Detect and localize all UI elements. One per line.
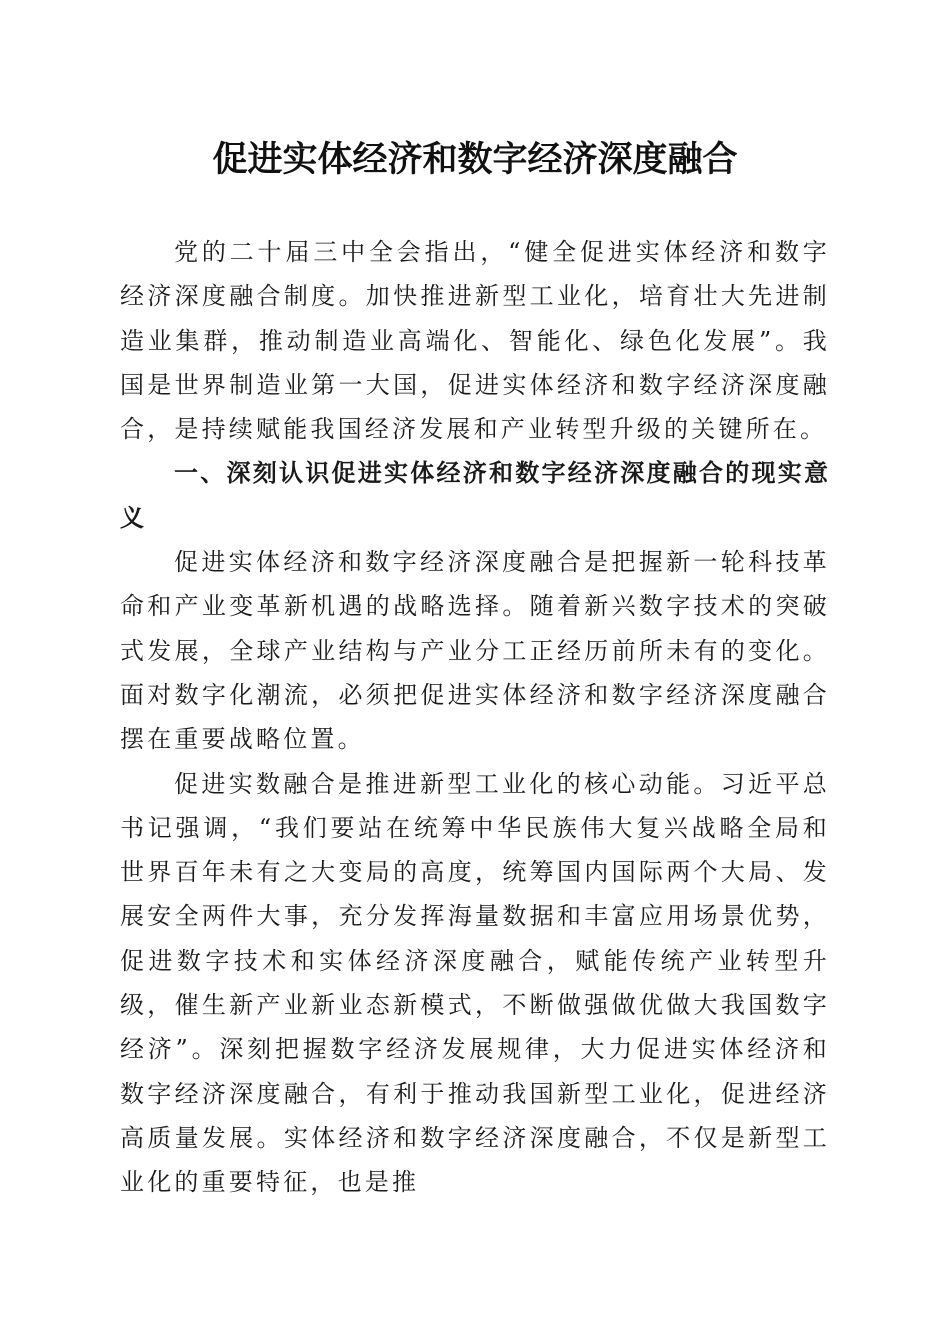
section-heading: 一、深刻认识促进实体经济和数字经济深度融合的现实意义 xyxy=(120,459,830,532)
intro-paragraph: 党的二十届三中全会指出，“健全促进实体经济和数字经济深度融合制度。加快推进新型工业化，培育壮大先进制造业集群，推动制造业高端化、智能化、绿色化发展”。我国是世界制造业第一大国，促进实体经济和数字经济深度融合，是持续赋能我国经济发展和产业转型升级的关键所在。 xyxy=(120,238,830,444)
document-body xyxy=(120,230,830,1205)
body-paragraph: 促进实体经济和数字经济深度融合是把握新一轮科技革命和产业变革新机遇的战略选择。随着新兴数字技术的突破式发展，全球产业结构与产业分工正经历前所未有的变化。面对数字化潮流，必须把促进实体经济和数字经济深度融合摆在重要战略位置。 xyxy=(120,548,830,754)
document-title: 促进实体经济和数字经济深度融合 xyxy=(212,139,738,180)
body-paragraph: 促进实数融合是推进新型工业化的核心动能。习近平总书记强调，“我们要站在统筹中华民族伟大复兴战略全局和世界百年未有之大变局的高度，统筹国内国际两个大局、发展安全两件大事，充分发挥海量数据和丰富应用场景优势，促进数字技术和实体经济深度融合，赋能传统产业转型升级，催生新产业新业态新模式，不断做强做优做大我国数字经济”。深刻把握数字经济发展规律，大力促进实体经济和数字经济深度融合，有利于推动我国新型工业化，促进经济高质量发展。实体经济和数字经济深度融合，不仅是新型工业化的重要特征，也是推 xyxy=(120,769,830,1197)
